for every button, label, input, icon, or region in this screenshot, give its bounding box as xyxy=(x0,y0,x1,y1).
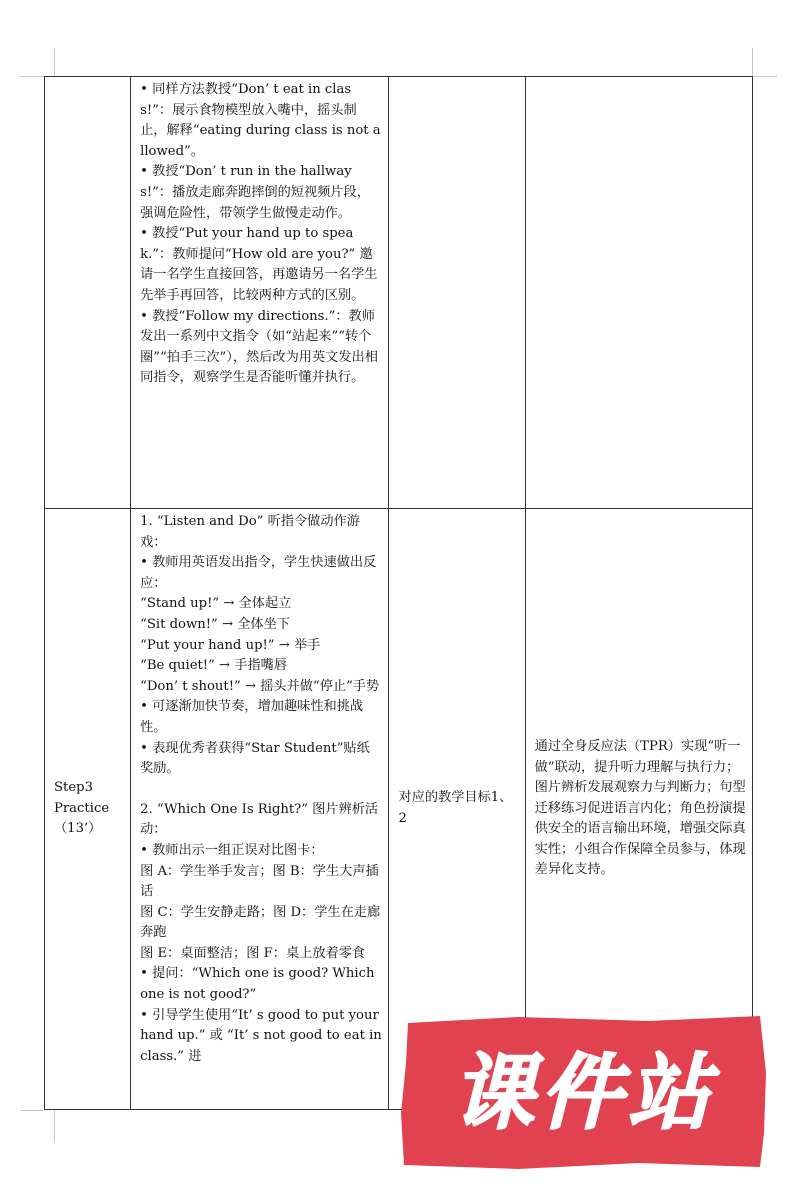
watermark-stamp xyxy=(398,1013,770,1171)
objective-cell xyxy=(389,77,525,509)
content-paragraph: “Put your hand up!” → 举手 xyxy=(140,637,321,653)
content-paragraph: 1. “Listen and Do” 听指令做动作游戏： xyxy=(140,514,360,550)
content-paragraph: 图 C：学生安静走路；图 D：学生在走廊奔跑 xyxy=(140,904,381,941)
content-paragraph: “Be quiet!” → 手指嘴唇 xyxy=(140,658,288,674)
crop-mark xyxy=(20,1110,44,1111)
content-paragraph: • 同样方法教授“Don’ t eat in class!”：展示食物模型放入嘴中，摇头制止，解释“eating during class is not allowed”。 xyxy=(140,82,381,159)
content-paragraph: “Don’ t shout!” → 摇头并做“停止”手势 xyxy=(140,678,380,694)
purpose-cell xyxy=(525,77,752,509)
content-paragraph: • 教师出示一组正误对比图卡： xyxy=(140,842,324,858)
content-cell xyxy=(131,509,389,1110)
content-paragraph: 图 A：学生举手发言；图 B：学生大声插话 xyxy=(140,863,379,900)
objective-text: 对应的教学目标1、2 xyxy=(398,790,513,826)
content-paragraph: 图 E：桌面整洁；图 F：桌上放着零食 xyxy=(140,945,366,961)
content-paragraph: • 提问：“Which one is good? Which one is not good?” xyxy=(140,966,379,1003)
crop-mark xyxy=(752,48,753,76)
crop-mark xyxy=(54,48,55,76)
content-paragraph: “Sit down!” → 全体坐下 xyxy=(140,616,290,632)
crop-mark xyxy=(20,76,44,77)
content-paragraph: • 可逐渐加快节奏，增加趣味性和挑战性。 xyxy=(140,699,364,735)
lesson-plan-table xyxy=(44,76,753,1110)
content-paragraph: • 教授“Don’ t run in the hallways!”：播放走廊奔跑摔倒的短视频片段，强调危险性，带领学生做慢走动作。 xyxy=(140,164,370,221)
content-paragraph: 2. “Which One Is Right?” 图片辨析活动： xyxy=(140,801,379,838)
table-row xyxy=(45,77,753,509)
stamp-text: 课件站 xyxy=(452,1046,716,1141)
blank-line xyxy=(140,780,382,800)
step-cell xyxy=(45,509,131,1110)
content-paragraph: • 引导学生使用“It’ s good to put your hand up.” 或 “It’ s not good to eat in class.” 进 xyxy=(140,1007,387,1064)
content-paragraph: “Stand up!” → 全体起立 xyxy=(140,596,292,612)
content-cell xyxy=(131,77,389,509)
content-paragraph: • 教授“Put your hand up to speak.”：教师提问“How old are you?” 邀请一名学生直接回答，再邀请另一名学生先举手再回答，比较两种方式的区别。 xyxy=(140,226,378,303)
purpose-text: 通过全身反应法（TPR）实现“听一做”联动，提升听力理解与执行力；图片辨析发展观察力与判断力；句型迁移练习促进语言内化；角色扮演提供安全的语言输出环境，增强交际真实性；小组合作保障全员参与，体现差异化支持。 xyxy=(534,738,746,878)
crop-mark xyxy=(753,76,777,77)
content-paragraph: • 教授“Follow my directions.”：教师发出一系列中文指令（如“站起来”“转个圈”“拍手三次”），然后改为用英文发出相同指令，观察学生是否能听懂并执行。 xyxy=(140,308,378,386)
crop-mark xyxy=(54,1110,55,1142)
content-paragraph: • 表现优秀者获得“Star Student”贴纸奖励。 xyxy=(140,740,370,777)
step-cell xyxy=(45,77,131,509)
step-label: Step3 Practice （13’） xyxy=(54,780,110,837)
content-paragraph: • 教师用英语发出指令，学生快速做出反应： xyxy=(140,555,377,591)
